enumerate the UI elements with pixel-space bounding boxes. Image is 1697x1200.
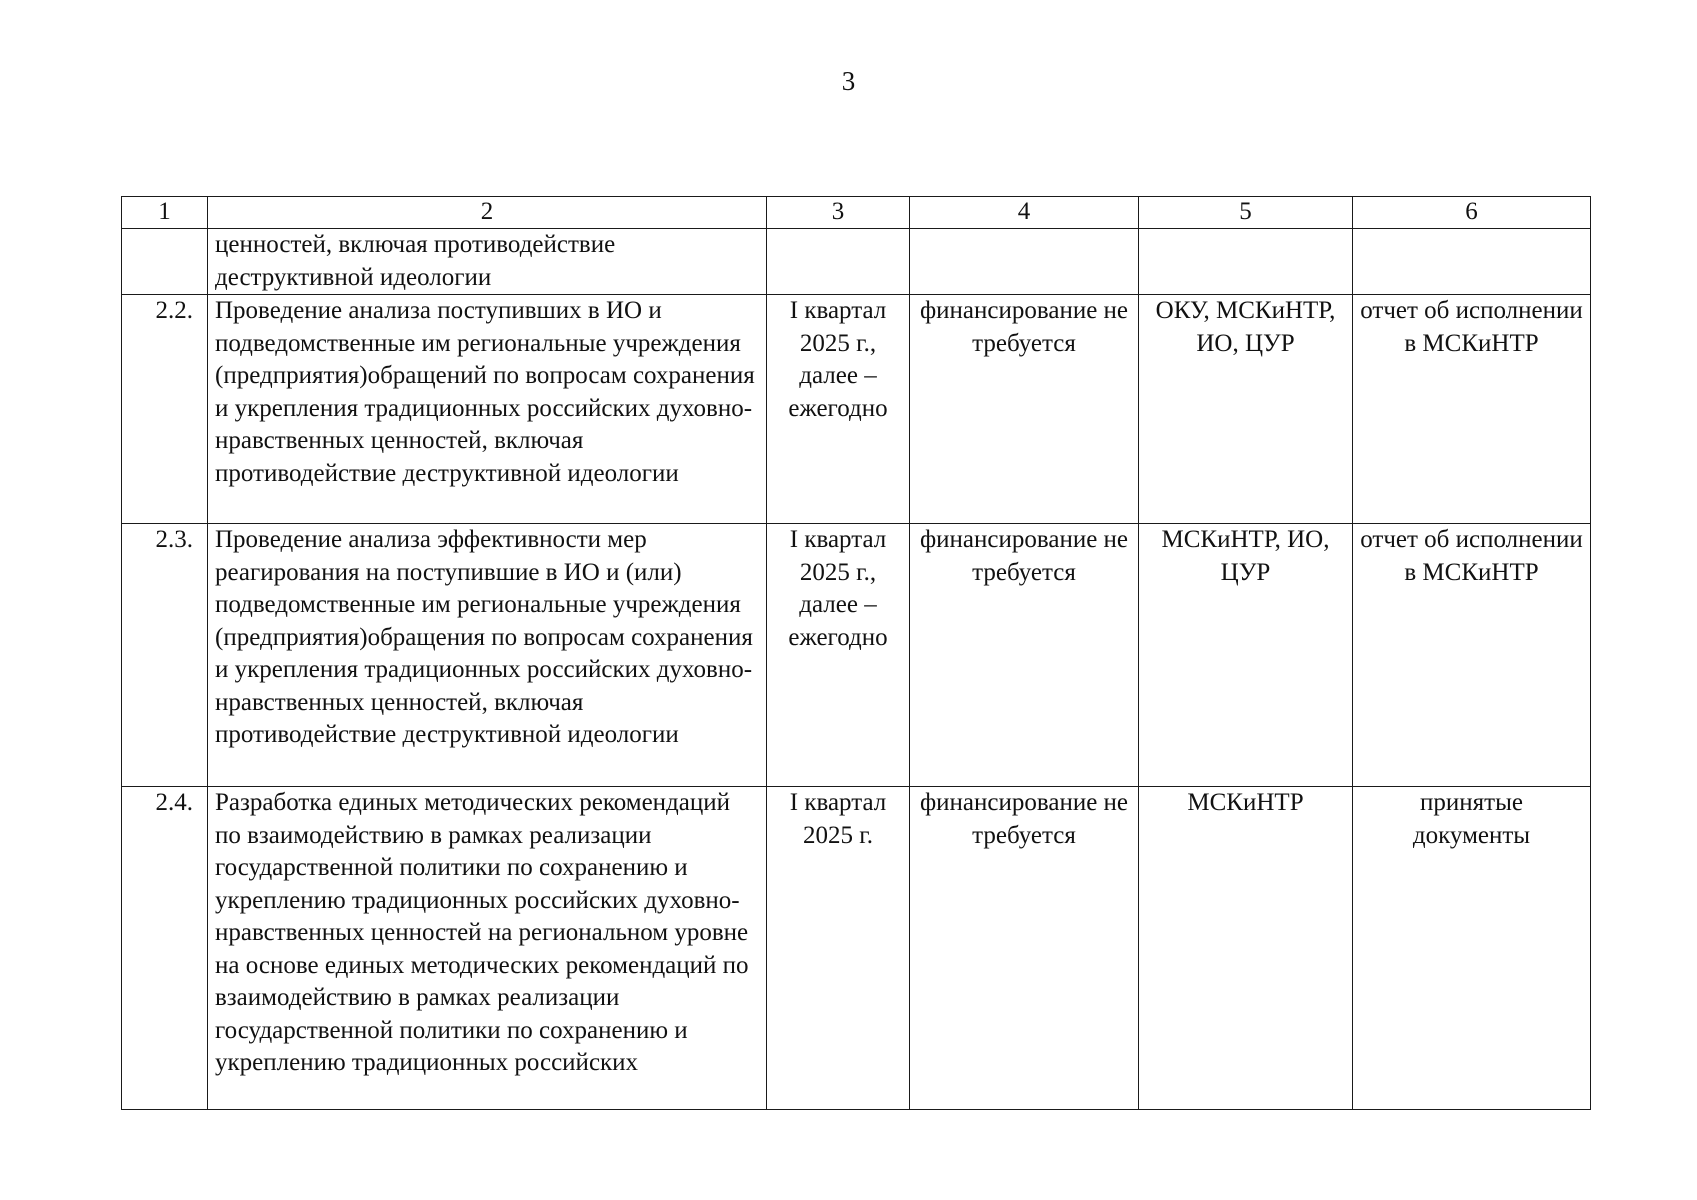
measure-text: Разработка единых методических рекомендаций по взаимодействию в рамках реализации государственной политики по сохранению и укреплению традиционных российских духовно-нравственных ценностей на региональном уровне на основе единых методических рекомендаций по взаимодействию в рамках реализации государственной политики по сохранению и укреплению традиционных российских [208, 787, 767, 1110]
result-cell: отчет об исполнении в МСКиНТР [1353, 295, 1591, 524]
financing-cell [910, 229, 1139, 295]
table-row [122, 787, 1591, 1110]
row-number: 2.2. [122, 295, 208, 524]
header-cell-5: 5 [1139, 197, 1353, 229]
header-cell-4: 4 [910, 197, 1139, 229]
row-number [122, 229, 208, 295]
term-cell: I квартал 2025 г. [767, 787, 910, 1110]
responsible-cell: МСКиНТР, ИО, ЦУР [1139, 524, 1353, 787]
header-cell-6: 6 [1353, 197, 1591, 229]
table-header-row [122, 197, 1591, 229]
measure-text: Проведение анализа поступивших в ИО и подведомственные им региональные учреждения (предприятия)обращений по вопросам сохранения и укрепления традиционных российских духовно-нравственных ценностей, включая противодействие деструктивной идеологии [208, 295, 767, 524]
row-number: 2.4. [122, 787, 208, 1110]
financing-cell: финансирование не требуется [910, 295, 1139, 524]
measure-text: ценностей, включая противодействие деструктивной идеологии [208, 229, 767, 295]
financing-cell: финансирование не требуется [910, 787, 1139, 1110]
table-row [122, 295, 1591, 524]
responsible-cell [1139, 229, 1353, 295]
row-number: 2.3. [122, 524, 208, 787]
page-number: 3 [841, 66, 856, 96]
measure-text: Проведение анализа эффективности мер реагирования на поступившие в ИО и (или) подведомственные им региональные учреждения (предприятия)обращения по вопросам сохранения и укрепления традиционных российских духовно-нравственных ценностей, включая противодействие деструктивной идеологии [208, 524, 767, 787]
header-cell-3: 3 [767, 197, 910, 229]
result-cell: отчет об исполнении в МСКиНТР [1353, 524, 1591, 787]
plan-table [121, 196, 1591, 1110]
term-cell: I квартал 2025 г., далее – ежегодно [767, 295, 910, 524]
responsible-cell: МСКиНТР [1139, 787, 1353, 1110]
result-cell: принятые документы [1353, 787, 1591, 1110]
table-row [122, 229, 1591, 295]
term-cell [767, 229, 910, 295]
financing-cell: финансирование не требуется [910, 524, 1139, 787]
header-cell-2: 2 [208, 197, 767, 229]
table-row [122, 524, 1591, 787]
header-cell-1: 1 [122, 197, 208, 229]
result-cell [1353, 229, 1591, 295]
term-cell: I квартал 2025 г., далее – ежегодно [767, 524, 910, 787]
responsible-cell: ОКУ, МСКиНТР, ИО, ЦУР [1139, 295, 1353, 524]
